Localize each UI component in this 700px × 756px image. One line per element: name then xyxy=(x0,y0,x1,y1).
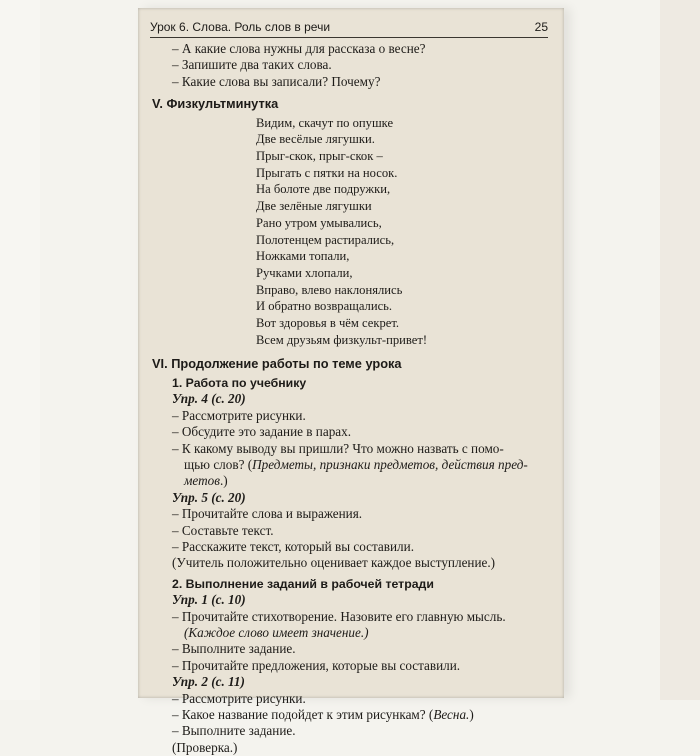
intro-line: – А какие слова нужны для рассказа о весне? xyxy=(172,41,426,56)
poem-line: Две весёлые лягушки. xyxy=(256,132,375,147)
subsection-heading-workbook: 2. Выполнение заданий в рабочей тетради xyxy=(172,576,434,591)
intro-line: – Запишите два таких слова. xyxy=(172,57,332,73)
text-plain: – Какое название подойдет к этим рисункам? ( xyxy=(172,707,434,722)
poem-line: Рано утром умывались, xyxy=(256,215,382,230)
teacher-note: (Проверка.) xyxy=(172,739,238,755)
text-plain: .) xyxy=(219,473,228,489)
section-heading-5: V. Физкультминутка xyxy=(152,96,279,112)
poem-line: Ножками топали, xyxy=(256,249,350,264)
poem-line: Полотенцем растирались, xyxy=(256,232,395,247)
poem-line: Вот здоровья в чём секрет. xyxy=(256,316,400,331)
poem-line: Прыгать с пятки на носок. xyxy=(256,165,398,180)
book-page xyxy=(138,8,564,755)
poem-line: Всем друзьям физкульт-привет! xyxy=(256,332,428,347)
task-line xyxy=(152,707,552,723)
task-line-continued xyxy=(152,473,552,489)
task-line-continued xyxy=(152,457,552,473)
exercise-label: Упр. 2 (с. 11) xyxy=(172,674,245,690)
scan-margin-left xyxy=(0,0,40,700)
answer-italic: Предметы, признаки предметов, действия пред- xyxy=(252,456,528,472)
task-line: – Прочитайте стихотворение. Назовите его главную мысль. xyxy=(172,608,506,624)
intro-line: – Какие слова вы записали? Почему? xyxy=(172,73,381,89)
subsection-heading-textbook: 1. Работа по учебнику xyxy=(172,375,307,390)
page-number: 25 xyxy=(534,20,548,34)
poem-line: Видим, скачут по опушке xyxy=(256,115,394,130)
answer-italic: метов xyxy=(184,473,220,489)
running-title: Урок 6. Слова. Роль слов в речи xyxy=(150,20,331,34)
exercise-label: Упр. 1 (с. 10) xyxy=(172,592,246,608)
task-line: – Составьте текст. xyxy=(172,522,274,538)
task-line: – Обсудите это задание в парах. xyxy=(172,424,352,440)
poem-line: Прыг-скок, прыг-скок – xyxy=(256,149,383,164)
answer-italic: Весна. xyxy=(433,707,470,722)
text-plain: щью слов? ( xyxy=(184,456,253,472)
exercise-label: Упр. 4 (с. 20) xyxy=(172,391,246,407)
task-line: – Расскажите текст, который вы составили. xyxy=(172,538,414,554)
task-line: – Рассмотрите рисунки. xyxy=(172,690,306,706)
page-content xyxy=(152,41,552,756)
task-line: – Рассмотрите рисунки. xyxy=(172,407,306,423)
text-plain: ) xyxy=(469,707,474,722)
poem-line: И обратно возвращались. xyxy=(256,299,393,314)
task-line: – Выполните задание. xyxy=(172,723,296,739)
exercise-label: Упр. 5 (с. 20) xyxy=(172,489,246,505)
teacher-note: (Учитель положительно оценивает каждое выступление.) xyxy=(172,555,496,571)
task-line: – Прочитайте предложения, которые вы составили. xyxy=(172,657,461,673)
task-line: – К какому выводу вы пришли? Что можно назвать с помо- xyxy=(172,440,504,456)
poem xyxy=(152,115,552,349)
poem-line: На болоте две подружки, xyxy=(256,182,391,197)
answer-italic: (Каждое слово имеет значение.) xyxy=(184,624,369,640)
poem-line: Ручками хлопали, xyxy=(256,265,353,280)
poem-line: Две зелёные лягушки xyxy=(256,199,372,214)
scan-margin-right xyxy=(660,0,700,700)
task-line: – Выполните задание. xyxy=(172,641,296,657)
running-header xyxy=(150,12,548,38)
poem-line: Вправо, влево наклонялись xyxy=(256,282,403,297)
section-heading-6: VI. Продолжение работы по теме урока xyxy=(152,356,402,372)
task-line: – Прочитайте слова и выражения. xyxy=(172,506,363,522)
